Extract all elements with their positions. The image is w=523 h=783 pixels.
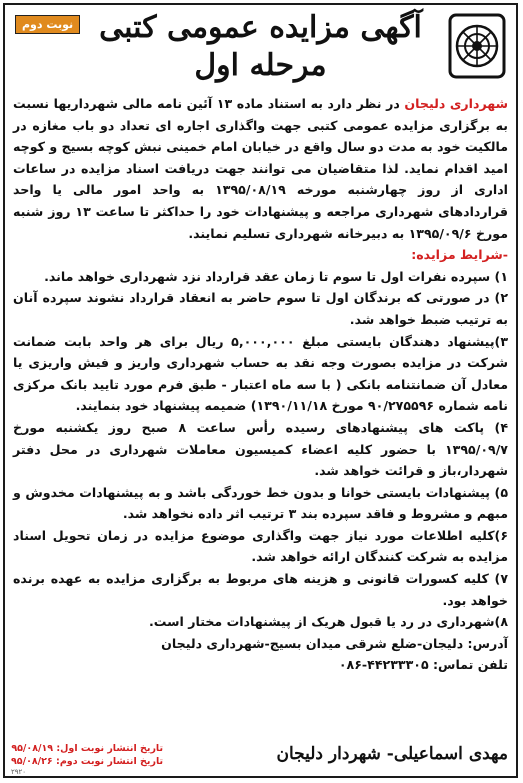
signer: مهدی اسماعیلی- شهردار دلیجان [276, 744, 508, 764]
footer [5, 702, 516, 776]
conditions-title: -شرایط مزایده: [411, 247, 508, 263]
round-badge: نوبت دوم [15, 15, 80, 34]
ad-code: ۲۹۲۰ [11, 768, 27, 776]
condition-item: ۲) در صورتی که برندگان اول تا سوم حاضر به انعقاد قرارداد نشوند سپرده آنان به ترتیب ضبط خواهد شد. [13, 290, 508, 327]
phone: تلفن تماس: ۴۴۲۳۳۳۰۵-۰۸۶ [338, 657, 508, 673]
title-line-2: مرحله اول [194, 48, 327, 83]
condition-item: ۱) سپرده نفرات اول تا سوم تا زمان عقد قرارداد نزد شهرداری خواهد ماند. [44, 268, 508, 284]
condition-item: ۶)کلیه اطلاعات مورد نیاز جهت واگذاری موضوع مزایده در زمان تحویل اسناد مزایده به شرکت کنندگان ارائه خواهد شد. [13, 527, 508, 565]
announcement-body [13, 93, 508, 702]
condition-item: ۸)شهرداری در رد یا قبول هریک از پیشنهادات مختار است. [149, 614, 508, 630]
title-line-1: آگهی مزایده عمومی کتبی [99, 10, 422, 45]
address: آدرس: دلیجان-ضلع شرقی میدان بسیج-شهرداری دلیجان [161, 635, 508, 651]
condition-item: ۴) پاکت های پیشنهادهای رسیده رأس ساعت ۸ صبح روز یکشنبه مورخ ۱۳۹۵/۰۹/۷ با حضور کلیه اعضاء کمیسیون معاملات شهرداری در محل دفتر شهردار،باز و قرائت خواهد شد. [13, 419, 509, 479]
condition-item: ۳)پیشنهاد دهندگان بایستی مبلغ ۵,۰۰۰,۰۰۰ ریال برای هر واحد بابت ضمانت شرکت در مزایده بصورت وجه نقد به حساب شهرداری واریز و فیش واریزی یا معادل آن ضمانتنامه بانکی ( با سه ماه اعتبار - طبق فرم مورد تایید بانک مرکزی نامه شماره ۹۰/۲۷۵۵۹۶ مورخ ۱۳۹۰/۱۱/۱۸) ضمیمه پیشنهاد خود بنمایند. [13, 333, 508, 414]
condition-item: ۷) کلیه کسورات قانونی و هزینه های مربوط به برگزاری مزایده به عهده برنده خواهد بود. [13, 571, 508, 608]
intro-text: در نظر دارد به استناد ماده ۱۳ آئین نامه مالی شهرداریها نسبت به برگزاری مزایده عمومی کتبی جهت واگذاری اجاره ای تعداد دو باب مغازه در مالکیت خود به مدت دو سال واقع در خیابان امام خمینی نبش کوچه بسیج و کوچه امید اقدام نماید. لذا متقاضیان می توانند جهت دریافت اسناد مزایده در ساعات اداری از روز چهارشنبه مورخه ۱۳۹۵/۰۸/۱۹ به واحد امور مالی یا واحد قراردادهای شهرداری مراجعه و پیشنهادات خود را حداکثر تا ساعت ۱۳ روز شنبه مورخ ۱۳۹۵/۰۹/۶ به دبیرخانه شهرداری تسلیم نمایند. [13, 96, 508, 241]
intro-paragraph [13, 93, 508, 244]
announcement-frame [3, 3, 518, 778]
publication-dates [11, 742, 163, 768]
org-name: شهرداری دلیجان [404, 96, 508, 111]
header [5, 5, 516, 93]
pub-first: تاریخ انتشار نوبت اول: ۹۵/۰۸/۱۹ [11, 743, 164, 754]
condition-item: ۵) پیشنهادات بایستی خوانا و بدون خط خوردگی باشد و به پیشنهادات مخدوش و مبهم و مشروط و فاقد سپرده بند ۳ ترتیب اثر داده نخواهد شد. [13, 484, 508, 522]
pub-second: تاریخ انتشار نوبت دوم: ۹۵/۰۸/۲۶ [11, 756, 164, 767]
municipality-logo-icon [446, 11, 508, 81]
